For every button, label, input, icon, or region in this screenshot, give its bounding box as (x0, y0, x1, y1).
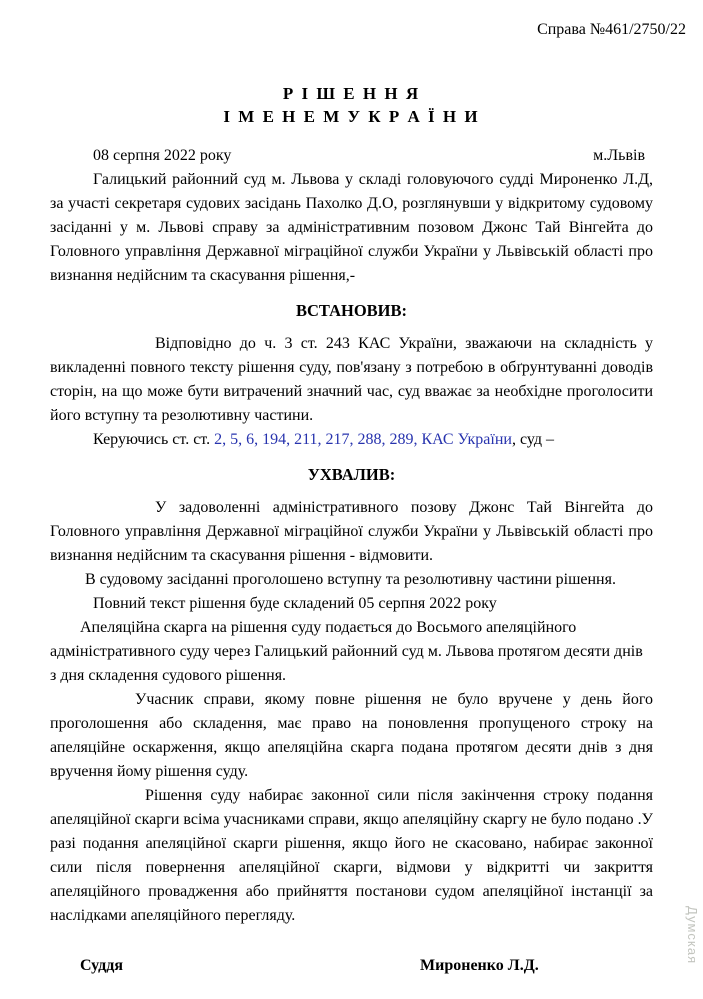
case-number: Справа №461/2750/22 (537, 21, 686, 38)
resolved-paragraph-participant: Учасник справи, якому повне рішення не було вручене у день його проголошення або складення, має право на поновлення пропущеного строку на апеляційне оскарження, якщо апеляційна скарга подана протягом десяти днів з дня вручення йому рішення суду. (50, 691, 653, 780)
date-city-row (50, 144, 653, 168)
established-heading: ВСТАНОВИВ: (295, 301, 408, 320)
judge-name: Мироненко Л.Д. (420, 957, 539, 974)
article-link-289[interactable]: 289 (389, 431, 414, 448)
signature-row (50, 954, 653, 978)
article-link-2[interactable]: 2 (214, 431, 223, 448)
decision-city: м.Львів (593, 147, 645, 164)
decision-date: 08 серпня 2022 року (93, 147, 232, 164)
guided-suffix: , суд – (511, 431, 554, 448)
resolved-paragraph-legal-force: Рішення суду набирає законної сили після закінчення строку подання апеляційної скарги всіма учасниками справи, якщо апеляційну скаргу не було подано .У разі подання апеляційної скарги рішення, якщо його не скасовано, набирає законної сили після повернення апеляційної скарги, відмови у відкритті чи закриття апеляційного провадження або прийняття постанови судом апеляційної інстанції за наслідками апеляційного перегляду. (50, 787, 653, 924)
article-link-5[interactable]: 5 (230, 431, 239, 448)
article-link-288[interactable]: 288 (357, 431, 382, 448)
article-link-194[interactable]: 194 (262, 431, 287, 448)
intro-paragraph: Галицький районний суд м. Львова у складі головуючого судді Мироненко Л.Д, за участі секретаря судових засідань Пахолко Д.О, розглянувши у відкритому судовому засіданні у м. Львові справу за адміністративним позовом Джонс Тай Вінгейта до Головного управління Державної міграційної служби України у Львівській області про визнання недійсним та скасування рішення,- (50, 171, 653, 284)
resolved-paragraph-announced: В судовому засіданні проголошено вступну та резолютивну частини рішення. (85, 571, 616, 588)
resolved-paragraph-dismissal: У задоволенні адміністративного позову Джонс Тай Вінгейта до Головного управління Державної міграційної служби України у Львівській області про визнання недійсним та скасування рішення - відмовити. (50, 499, 653, 564)
guided-prefix: Керуючись ст. ст. (93, 431, 215, 448)
title-line-rishennia: Р І Ш Е Н Н Я (282, 84, 421, 103)
article-link-кас-україни[interactable]: КАС України (421, 431, 512, 448)
resolved-paragraph-appeal: Апеляційна скарга на рішення суду подається до Восьмого апеляційного адміністративного суду через Галицький районний суд м. Львова протягом десяти днів з дня складення судового рішення. (50, 619, 643, 684)
article-link-217[interactable]: 217 (325, 431, 350, 448)
judge-label: Суддя (80, 957, 123, 974)
document-title (50, 82, 653, 128)
article-link-211[interactable]: 211 (294, 431, 318, 448)
article-link-6[interactable]: 6 (246, 431, 255, 448)
resolved-heading: УХВАЛИВ: (307, 465, 396, 484)
guided-by-line (50, 428, 653, 452)
title-line-imenem-ukrainy: І М Е Н Е М У К Р А Ї Н И (223, 107, 480, 126)
established-paragraph: Відповідно до ч. 3 ст. 243 КАС України, зважаючи на складність у викладенні повного тексту рішення суду, пов'язану з потребою в обґрунтуванні доводів сторін, на що може бути витрачений значний час, суд вважає за необхідне проголосити його вступну та резолютивну частини. (50, 335, 653, 424)
article-links: 2, 5, 6, 194, 211, 217, 288, 289, КАС України (214, 431, 512, 448)
watermark-dumskaya: Думская (685, 906, 700, 965)
resolved-paragraph-full-text-date: Повний текст рішення буде складений 05 серпня 2022 року (93, 595, 497, 612)
